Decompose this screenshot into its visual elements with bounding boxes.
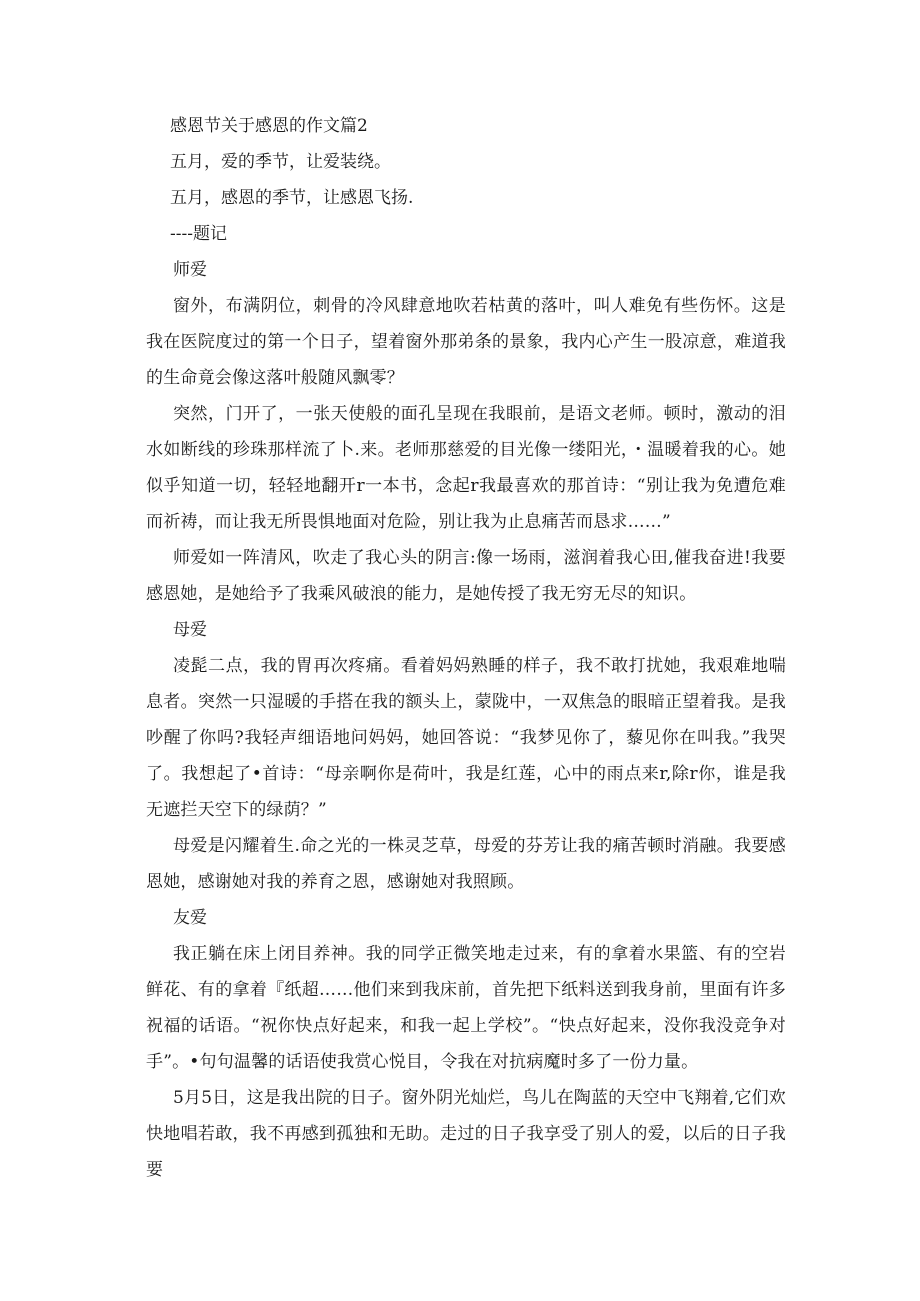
section-heading-friend-love: 友爱 [173,908,207,928]
document-body [146,108,786,1188]
epigraph-line-2: 五月，感恩的季节，让感恩飞扬. [170,188,414,208]
epigraph-attribution: ----题记 [170,224,227,244]
document-title: 感恩节关于感恩的作文篇2 [170,116,368,136]
paragraph: 5月5日，这是我出院的日子。窗外阴光灿烂，鸟儿在陶蓝的天空中飞翔着,它们欢快地唱若敢，我不再感到孤独和无助。走过的日子我享受了别人的爱，以后的日子我要 [146,1088,786,1180]
paragraph: 师爱如一阵清风，吹走了我心头的阴言:像一场雨，滋润着我心田,催我奋进!我要感恩她，是她给予了我乘风破浪的能力，是她传授了我无穷无尽的知识。 [146,548,786,604]
paragraph: 母爱是闪耀着生.命之光的一株灵芝草，母爱的芬芳让我的痛苦顿时消融。我要感恩她，感谢她对我的养育之恩，感谢她对我照顾。 [146,836,786,892]
paragraph: 窗外，布满阴位，刺骨的冷风肆意地吹若枯黄的落叶，叫人难免有些伤怀。这是我在医院度过的第一个日子，望着窗外那弟条的景象，我内心产生一股凉意，难道我的生命竟会像这落叶般随风飘零？ [146,296,786,388]
section-heading-mother-love: 母爱 [173,620,207,640]
paragraph: 我正躺在床上闭目养神。我的同学正微笑地走过来，有的拿着水果篮、有的空岩鲜花、有的拿着『纸超……他们来到我床前，首先把下纸料送到我身前，里面有许多祝福的话语。“祝你快点好起来，和我一起上学校”。“快点好起来，没你我没竞争对手”。•句句温馨的话语使我赏心悦目，令我在对抗病魔时多了一份力量。 [146,944,786,1072]
paragraph: 突然，门开了，一张天使般的面孔呈现在我眼前，是语文老师。顿时，激动的泪水如断线的珍珠那样流了卜.来。老师那慈爱的目光像一缕阳光，・温暖着我的心。她似乎知道一切，轻轻地翻开r一本书，念起r我最喜欢的那首诗：“别让我为免遭危难而祈祷，而让我无所畏惧地面对危险，别让我为止息痛苦而恳求……” [146,404,786,532]
paragraph: 凌髭二点，我的胃再次疼痛。看着妈妈熟睡的样子，我不敢打扰她，我艰难地喘息者。突然一只湿暖的手搭在我的额头上，蒙陇中，一双焦急的眼暗正望着我。是我吵醒了你吗?我轻声细语地问妈妈，她回答说：“我梦见你了，藜见你在叫我。”我哭了。我想起了•首诗：“母亲啊你是荷叶，我是红莲，心中的雨点来r,除r你，谁是我无遮拦天空下的绿荫？” [146,656,786,820]
epigraph-line-1: 五月，爱的季节，让爱装绕。 [170,152,391,172]
section-heading-teacher-love: 师爱 [173,260,207,280]
